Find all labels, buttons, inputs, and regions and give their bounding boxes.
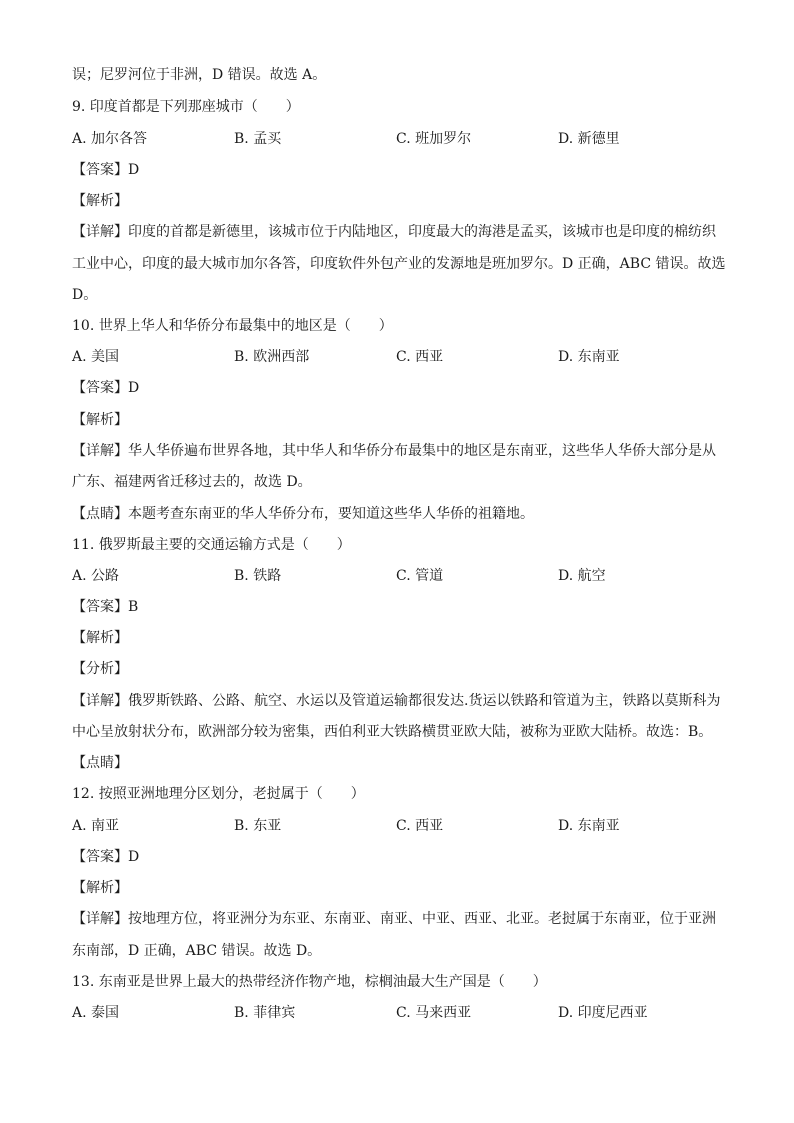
- option-b: B. 铁路: [234, 568, 282, 584]
- question-11-detail-line: 中心呈放射状分布，欧洲部分较为密集，西伯利亚大铁路横贯亚欧大陆，被称为亚欧大陆桥。故选：B。: [72, 724, 713, 740]
- option-d: D. 东南亚: [558, 818, 620, 834]
- option-a: A. 美国: [72, 349, 120, 365]
- question-12-detail-line: 【详解】按地理方位，将亚洲分为东亚、东南亚、南亚、中亚、西亚、北亚。老挝属于东南亚，位于亚洲: [72, 911, 716, 927]
- option-a: A. 公路: [72, 568, 120, 584]
- question-12-answer: 【答案】D: [72, 849, 140, 865]
- question-9-analysis-label: 【解析】: [72, 193, 128, 209]
- question-11-comment: 【点睛】: [72, 755, 128, 771]
- previous-question-tail: 误；尼罗河位于非洲，D 错误。故选 A。: [72, 67, 327, 83]
- question-11-fenxi-label: 【分析】: [72, 661, 128, 677]
- option-d: D. 印度尼西亚: [558, 1005, 648, 1021]
- option-c: C. 西亚: [396, 818, 444, 834]
- option-c: C. 西亚: [396, 349, 444, 365]
- option-d: D. 新德里: [558, 131, 620, 147]
- option-b: B. 东亚: [234, 818, 282, 834]
- option-a: A. 泰国: [72, 1005, 120, 1021]
- question-11-detail-line: 【详解】俄罗斯铁路、公路、航空、水运以及管道运输都很发达.货运以铁路和管道为主，铁路以莫斯科为: [72, 693, 721, 709]
- question-11-analysis-label: 【解析】: [72, 630, 128, 646]
- question-10-stem: 10. 世界上华人和华侨分布最集中的地区是（ ）: [72, 318, 393, 334]
- question-9-detail-line: D。: [72, 287, 98, 303]
- option-a: A. 加尔各答: [72, 131, 148, 147]
- option-a: A. 南亚: [72, 818, 120, 834]
- question-12-analysis-label: 【解析】: [72, 880, 128, 896]
- question-11-answer: 【答案】B: [72, 599, 139, 615]
- option-c: C. 管道: [396, 568, 444, 584]
- question-12-stem: 12. 按照亚洲地理分区划分，老挝属于（ ）: [72, 786, 365, 802]
- option-d: D. 航空: [558, 568, 606, 584]
- question-9-answer: 【答案】D: [72, 162, 140, 178]
- question-10-comment: 【点睛】本题考查东南亚的华人华侨分布，要知道这些华人华侨的祖籍地。: [72, 506, 534, 522]
- question-13-stem: 13. 东南亚是世界上最大的热带经济作物产地，棕榈油最大生产国是（ ）: [72, 974, 547, 990]
- question-10-analysis-label: 【解析】: [72, 412, 128, 428]
- question-10-answer: 【答案】D: [72, 380, 140, 396]
- question-12-detail-line: 东南部，D 正确，ABC 错误。故选 D。: [72, 943, 322, 959]
- question-10-detail-line: 【详解】华人华侨遍布世界各地，其中华人和华侨分布最集中的地区是东南亚，这些华人华侨大部分是从: [72, 443, 716, 459]
- option-d: D. 东南亚: [558, 349, 620, 365]
- question-9-detail-line: 工业中心，印度的最大城市加尔各答，印度软件外包产业的发源地是班加罗尔。D 正确，ABC 错误。故选: [72, 256, 726, 272]
- option-b: B. 菲律宾: [234, 1005, 296, 1021]
- question-10-detail-line: 广东、福建两省迁移过去的，故选 D。: [72, 474, 312, 490]
- question-9-stem: 9. 印度首都是下列那座城市（ ）: [72, 99, 300, 115]
- option-b: B. 欧洲西部: [234, 349, 310, 365]
- option-c: C. 马来西亚: [396, 1005, 472, 1021]
- option-b: B. 孟买: [234, 131, 282, 147]
- option-c: C. 班加罗尔: [396, 131, 472, 147]
- question-9-detail-line: 【详解】印度的首都是新德里，该城市位于内陆地区，印度最大的海港是孟买，该城市也是印度的棉纺织: [72, 224, 716, 240]
- question-11-stem: 11. 俄罗斯最主要的交通运输方式是（ ）: [72, 537, 351, 553]
